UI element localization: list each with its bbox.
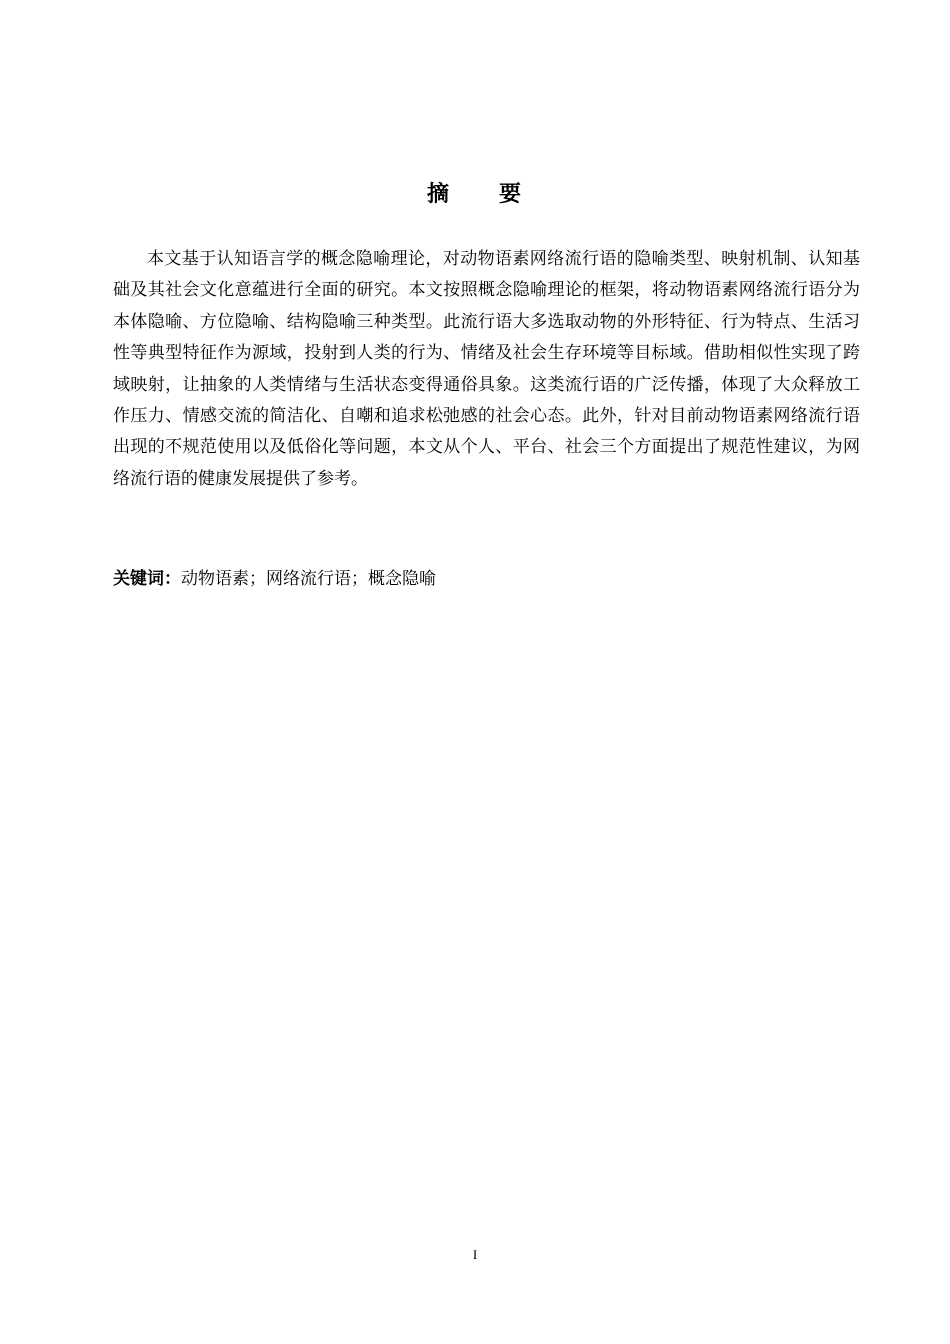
page-number: I xyxy=(472,1247,478,1262)
page-title: 摘 要 xyxy=(426,182,523,207)
keywords-text: 动物语素；网络流行语；概念隐喻 xyxy=(181,569,436,589)
keywords-line xyxy=(113,565,860,593)
abstract-paragraph: 本文基于认知语言学的概念隐喻理论，对动物语素网络流行语的隐喻类型、映射机制、认知基础及其社会文化意蕴进行全面的研究。本文按照概念隐喻理论的框架，将动物语素网络流行语分为本体隐喻、方位隐喻、结构隐喻三种类型。此流行语大多选取动物的外形特征、行为特点、生活习性等典型特征作为源域，投射到人类的行为、情绪及社会生存环境等目标域。借助相似性实现了跨域映射，让抽象的人类情绪与生活状态变得通俗具象。这类流行语的广泛传播，体现了大众释放工作压力、情感交流的简洁化、自嘲和追求松弛感的社会心态。此外，针对目前动物语素网络流行语出现的不规范使用以及低俗化等问题，本文从个人、平台、社会三个方面提出了规范性建议，为网络流行语的健康发展提供了参考。 xyxy=(113,249,860,489)
keywords-label: 关键词： xyxy=(113,569,181,589)
